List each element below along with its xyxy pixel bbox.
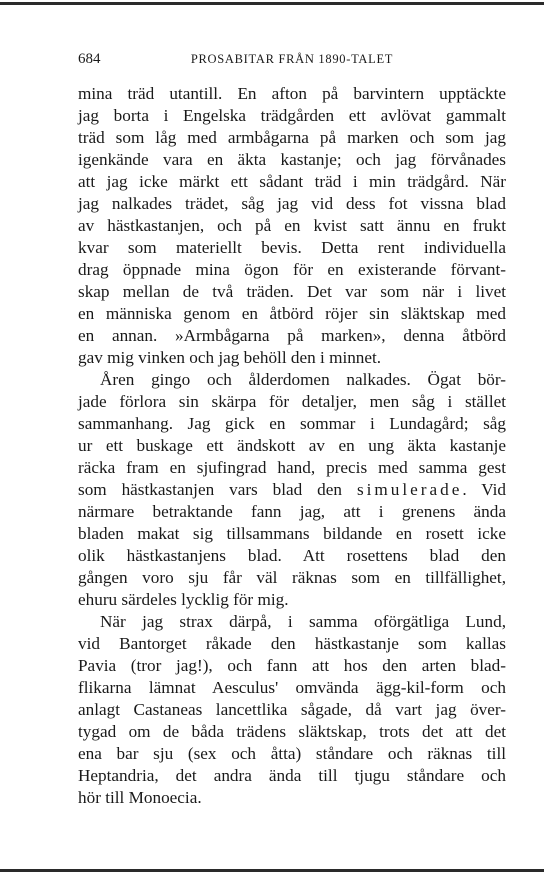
text-line: Åren gingo och ålderdomen nalkades. Ögat bör- — [100, 370, 506, 389]
text-line: flikarna lämnat Aesculus' omvända ägg-kil-form och — [78, 678, 506, 697]
text-line: mina träd utantill. En afton på barvintern upptäckte — [78, 84, 506, 103]
text-segment: som hästkastanjen vars blad den — [78, 480, 342, 499]
text-line: igenkände vara en äkta kastanje; och jag förvånades — [78, 150, 506, 169]
text-line: räcka fram en sjufingrad hand, precis med samma gest — [78, 458, 506, 477]
text-line: gav mig vinken och jag behöll den i minnet. — [78, 348, 382, 367]
text-line: skap mellan de två träden. Det var som när i livet — [78, 282, 506, 301]
text-line: gången voro sju får väl räknas som en tillfällighet, — [78, 568, 506, 587]
text-line: en människa genom en åtbörd röjer sin släktskap med — [78, 304, 506, 323]
top-border-rule — [0, 2, 544, 5]
text-line: anlagt Castaneas lancettlika sågade, då vart jag över- — [78, 700, 506, 719]
text-line: När jag strax därpå, i samma oförgätliga Lund, — [100, 612, 506, 631]
text-segment: . Vid — [462, 480, 507, 499]
text-line: Pavia (tror jag!), och fann att hos den arten blad- — [78, 656, 506, 675]
text-line: drag öppnade mina ögon för en existerande förvant- — [78, 260, 506, 279]
text-line: vid Bantorget råkade den hästkastanje som kallas — [78, 634, 506, 653]
text-line: närmare betraktande fann jag, att i grenens ända — [78, 502, 506, 521]
text-line: sammanhang. Jag gick en sommar i Lundagård; såg — [78, 414, 506, 433]
text-line: en annan. »Armbågarna på marken», denna åtbörd — [78, 326, 506, 345]
text-line: av hästkastanjen, och på en kvist satt ännu en frukt — [78, 216, 506, 235]
text-line: ehuru särdeles lycklig för mig. — [78, 590, 289, 609]
text-line: ena bar sju (sex och åtta) ståndare och räknas till — [78, 744, 506, 763]
text-line-mixed — [78, 479, 506, 501]
text-line: träd som låg med armbågarna på marken och som jag — [78, 128, 506, 147]
text-line: olik hästkastanjens blad. Att rosettens blad den — [78, 546, 506, 565]
text-line: bladen makat sig tillsammans bildande en rosett icke — [78, 524, 506, 543]
text-line: jag nalkades trädet, såg jag vid dess fot vissna blad — [78, 194, 506, 213]
text-line: hör till Monoecia. — [78, 788, 202, 807]
running-head: PROSABITAR FRÅN 1890-TALET — [190, 52, 394, 66]
page-number: 684 — [78, 51, 101, 67]
spaced-word: simulerade — [356, 480, 463, 499]
text-line: jade förlora sin skärpa för detaljer, men såg i stället — [78, 392, 506, 411]
text-line: Heptandria, det andra ända till tjugu ståndare och — [78, 766, 506, 785]
text-line: jag borta i Engelska trädgården ett avlövat gammalt — [78, 106, 506, 125]
bottom-border-rule — [0, 869, 544, 872]
page-header — [78, 49, 506, 69]
text-line: att jag icke märkt ett sådant träd i min trädgård. När — [78, 172, 506, 191]
text-line: ur ett buskage ett ändskott av en ung äkta kastanje — [78, 436, 506, 455]
body-text — [78, 83, 506, 809]
text-line: kvar som materiellt bevis. Detta rent individuella — [78, 238, 506, 257]
text-line: tygad om de båda trädens släktskap, trots det att det — [78, 722, 506, 741]
